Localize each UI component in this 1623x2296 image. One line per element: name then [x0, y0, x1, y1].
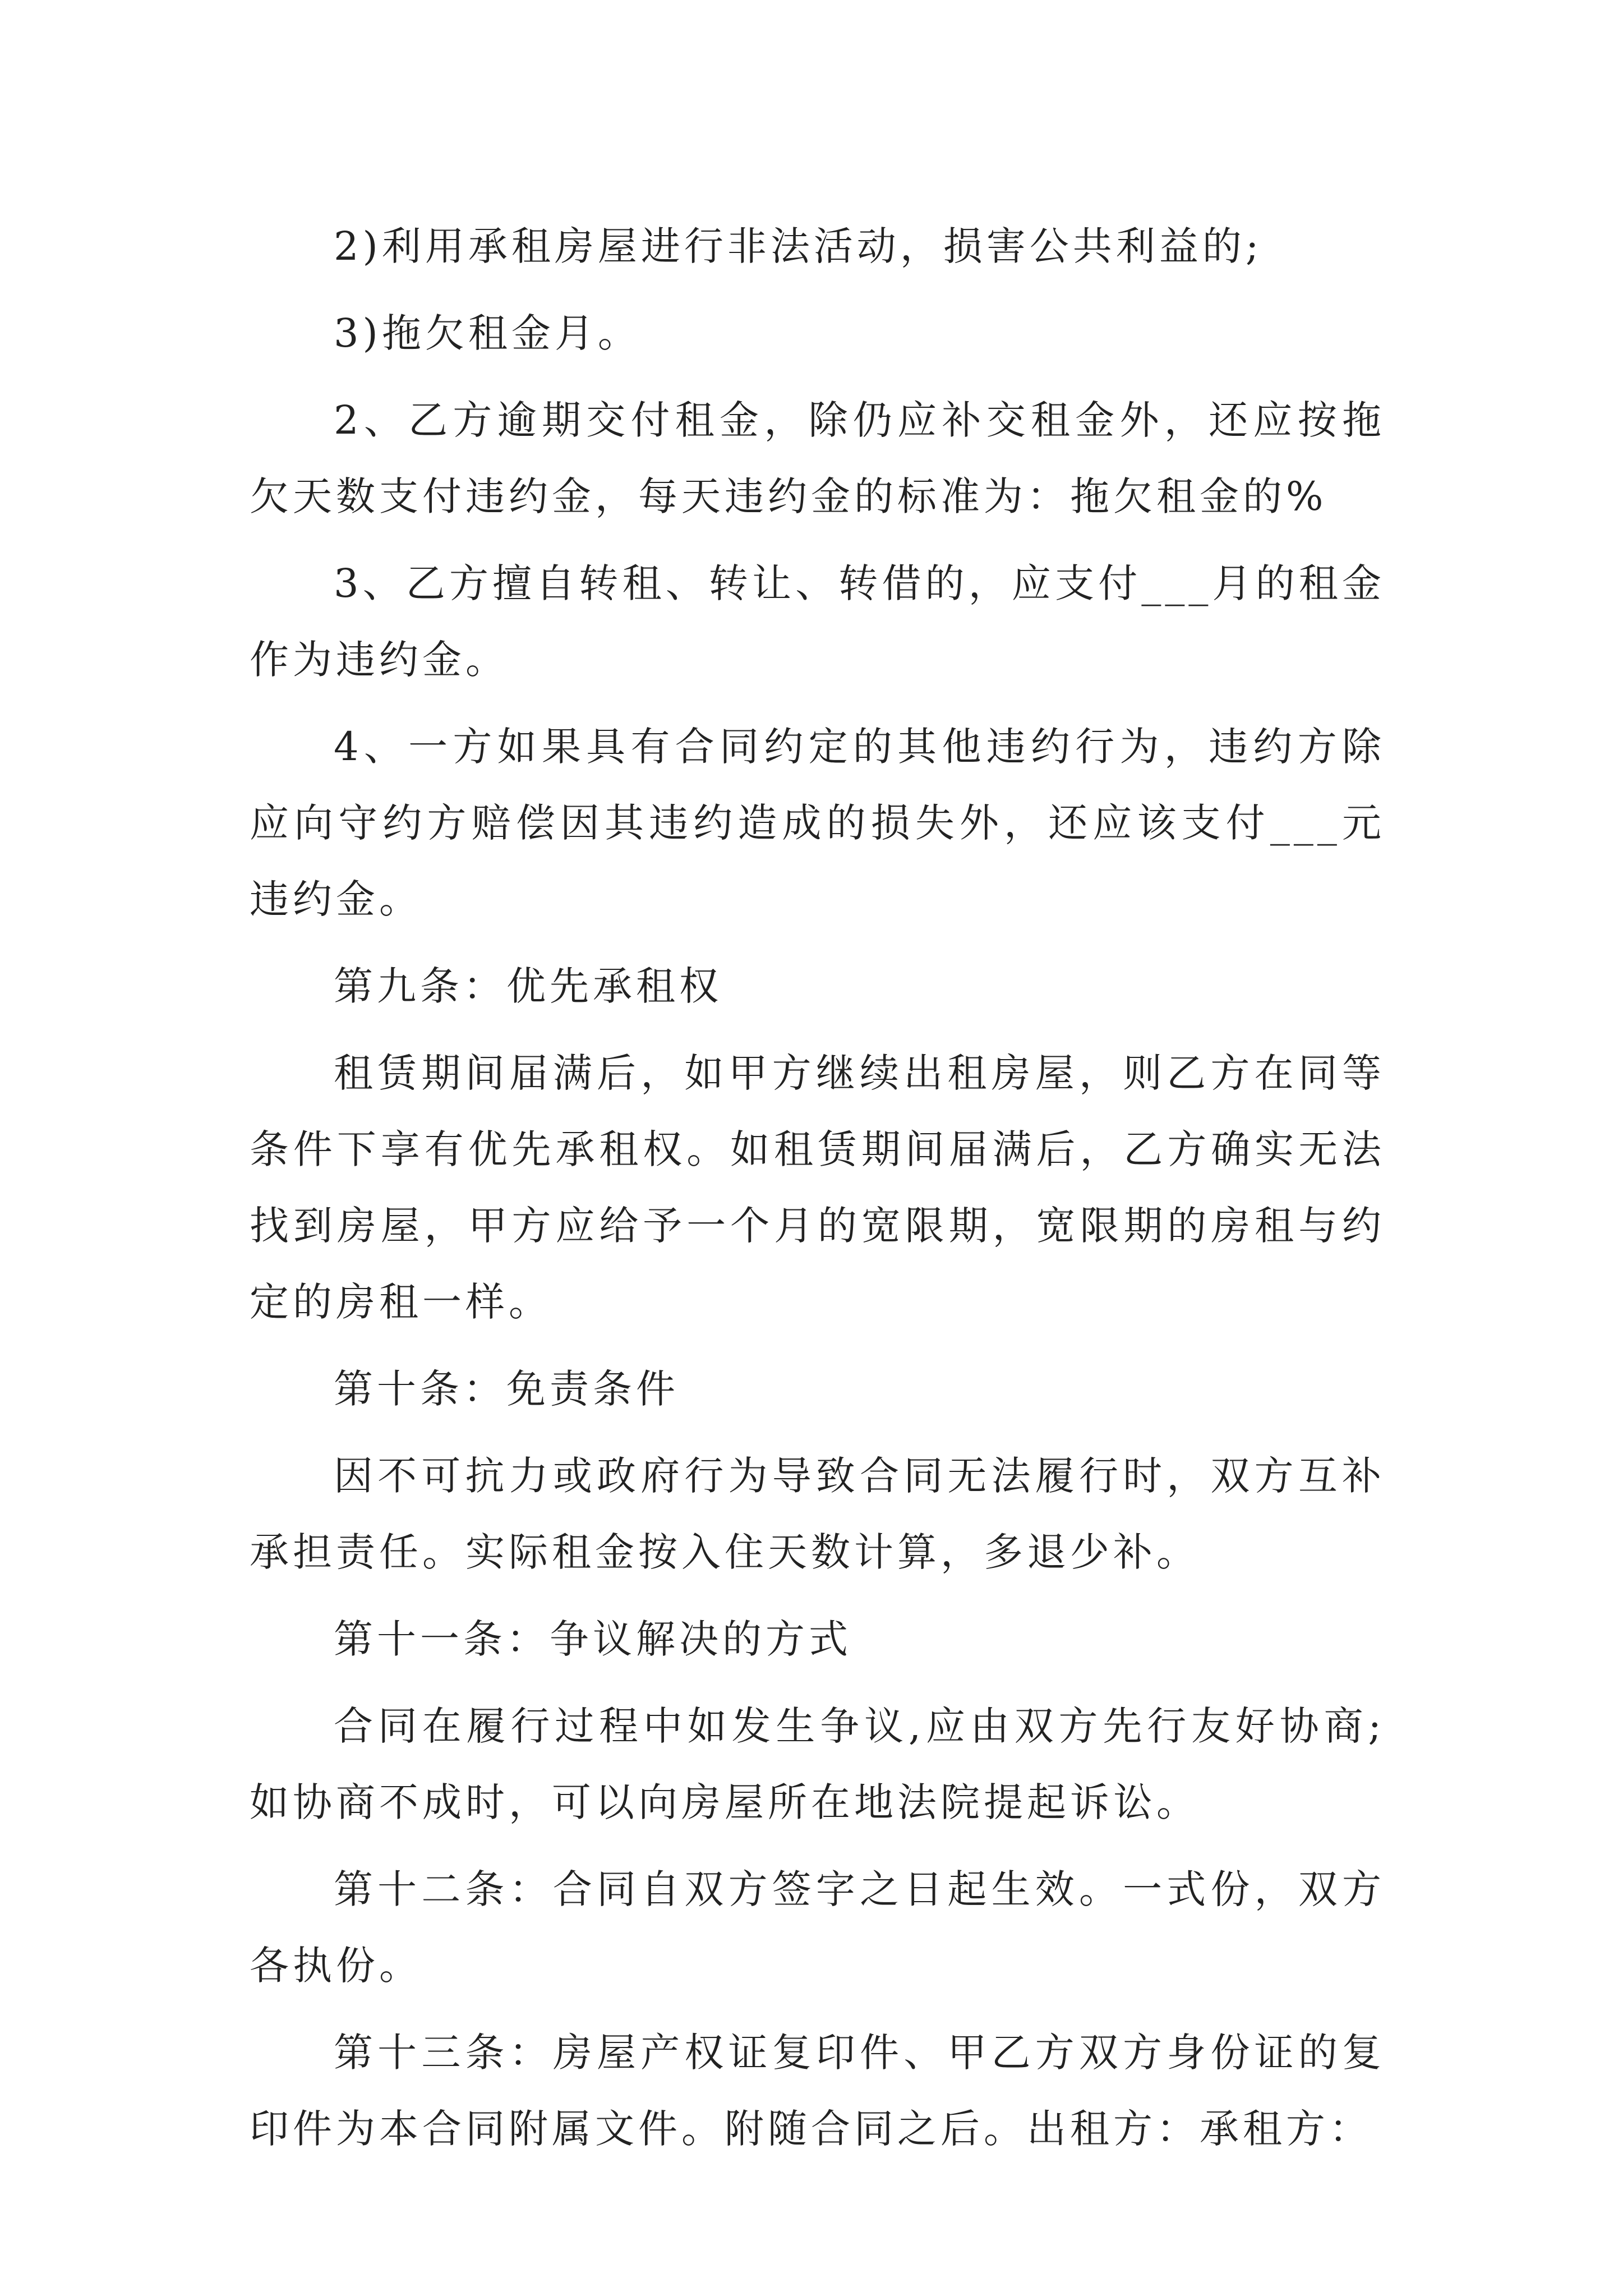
- paragraph-clause-1-2: 2)利用承租房屋进行非法活动，损害公共利益的;: [334, 223, 1263, 269]
- paragraph-late-rent-penalty: 2、乙方逾期交付租金，除仍应补交租金外，还应按拖欠天数支付违约金，每天违约金的标准为：拖欠租金的%: [250, 397, 1385, 519]
- paragraph-article-12: 第十二条：合同自双方签字之日起生效。一式份，双方各执份。: [250, 1866, 1385, 1989]
- paragraph-priority-lease: 租赁期间届满后，如甲方继续出租房屋，则乙方在同等条件下享有优先承租权。如租赁期间届满后，乙方确实无法找到房屋，甲方应给予一个月的宽限期，宽限期的房租与约定的房租一样。: [250, 1050, 1385, 1325]
- paragraph-article-13: 第十三条：房屋产权证复印件、甲乙方双方身份证的复印件为本合同附属文件。附随合同之后。出租方：承租方：: [250, 2030, 1385, 2152]
- heading-article-9: 第九条：优先承租权: [334, 963, 722, 1009]
- paragraph-dispute-resolution: 合同在履行过程中如发生争议,应由双方先行友好协商;如协商不成时，可以向房屋所在地法院提起诉讼。: [250, 1703, 1385, 1825]
- paragraph-force-majeure: 因不可抗力或政府行为导致合同无法履行时，双方互补承担责任。实际租金按入住天数计算，多退少补。: [250, 1453, 1385, 1575]
- heading-article-10: 第十条：免责条件: [334, 1366, 679, 1412]
- paragraph-sublet-penalty: 3、乙方擅自转租、转让、转借的，应支付___月的租金作为违约金。: [250, 560, 1385, 683]
- document-body: [250, 208, 1385, 2178]
- heading-article-11: 第十一条：争议解决的方式: [334, 1616, 852, 1662]
- paragraph-other-breach-penalty: 4、一方如果具有合同约定的其他违约行为，违约方除应向守约方赔偿因其违约造成的损失外，还应该支付___元违约金。: [250, 724, 1385, 922]
- paragraph-clause-1-3: 3)拖欠租金月。: [334, 310, 641, 356]
